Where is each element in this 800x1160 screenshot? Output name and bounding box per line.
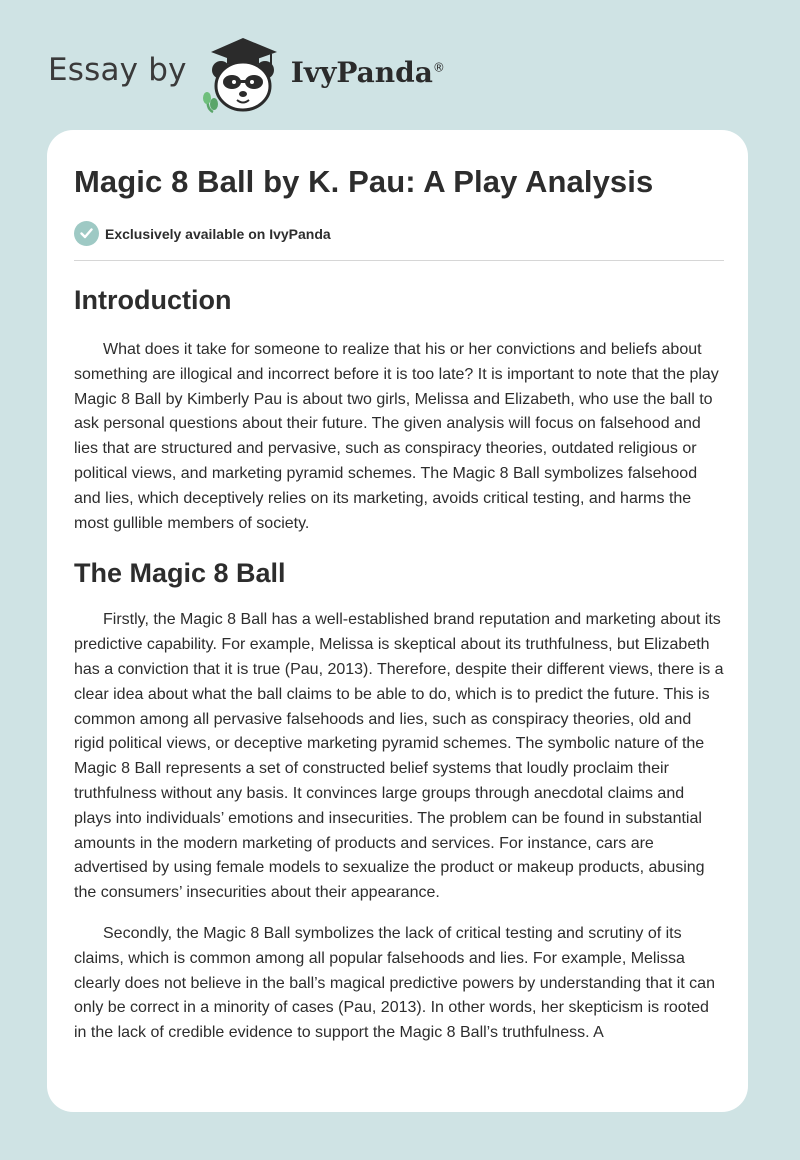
paragraph: What does it take for someone to realize that his or her convictions and beliefs about something are illogical and incorrect before it is too late? It is important to note that the play Magic 8 Ball by Kimberly Pau is about two girls, Melissa and Elizabeth, who use the ball to ask personal questions about their future. The given analysis will focus on falsehood and lies that are structured and pervasive, such as conspiracy theories, outdated religious or political views, and marketing pyramid schemes. The Magic 8 Ball symbolizes falsehood and lies, which deceptively relies on its marketing, avoids critical testing, and harms the most gullible members of society. bbox=[74, 341, 719, 532]
paragraph: Secondly, the Magic 8 Ball symbolizes the lack of critical testing and scrutiny of its claims, which is common among all popular falsehoods and lies. For example, Melissa clearly does not believe in the ball’s magical predictive powers by understanding that it can only be correct in a minority of cases (Pau, 2013). In other words, her skepticism is rooted in the lack of credible evidence to support the Magic 8 Ball’s truthfulness. A bbox=[74, 924, 715, 1042]
essay-title: Magic 8 Ball by K. Pau: A Play Analysis bbox=[74, 164, 654, 199]
paragraph: Firstly, the Magic 8 Ball has a well-established brand reputation and marketing about its predictive capability. For example, Melissa is skeptical about its truthfulness, but Elizabeth has a conviction that it is true (Pau, 2013). Therefore, despite their different views, there is a clear idea about what the ball claims to be able to do, which is to predict the future. This is common among all pervasive falsehoods and lies, such as conspiracy theories, old and rigid political views, or deceptive marketing pyramid schemes. The symbolic nature of the Magic 8 Ball represents a set of constructed belief systems that loudly proclaim their truthfulness without any basis. It convinces large groups through anecdotal claims and plays into individuals’ emotions and insecurities. The problem can be found in substantial amounts in the modern marketing of products and services. For instance, cars are advertised by using female models to sexualize the product or makeup products, abusing the consumers’ insecurities about their appearance. bbox=[74, 611, 724, 902]
essay-card bbox=[47, 130, 748, 1112]
brand-name bbox=[291, 56, 445, 89]
brand-name-text: IvyPanda bbox=[290, 55, 433, 89]
registered-mark: ® bbox=[432, 60, 445, 75]
brand-prefix: Essay by bbox=[48, 52, 187, 88]
section-heading-magic-8-ball: The Magic 8 Ball bbox=[74, 558, 286, 589]
exclusive-badge bbox=[74, 221, 331, 246]
title-divider bbox=[74, 260, 724, 261]
section-heading-introduction: Introduction bbox=[74, 285, 232, 315]
checkmark-icon bbox=[74, 221, 99, 246]
panda-mascot-icon bbox=[201, 34, 285, 114]
exclusive-label: Exclusively available on IvyPanda bbox=[105, 225, 331, 242]
site-header bbox=[48, 34, 445, 114]
essay-body bbox=[74, 282, 724, 1046]
